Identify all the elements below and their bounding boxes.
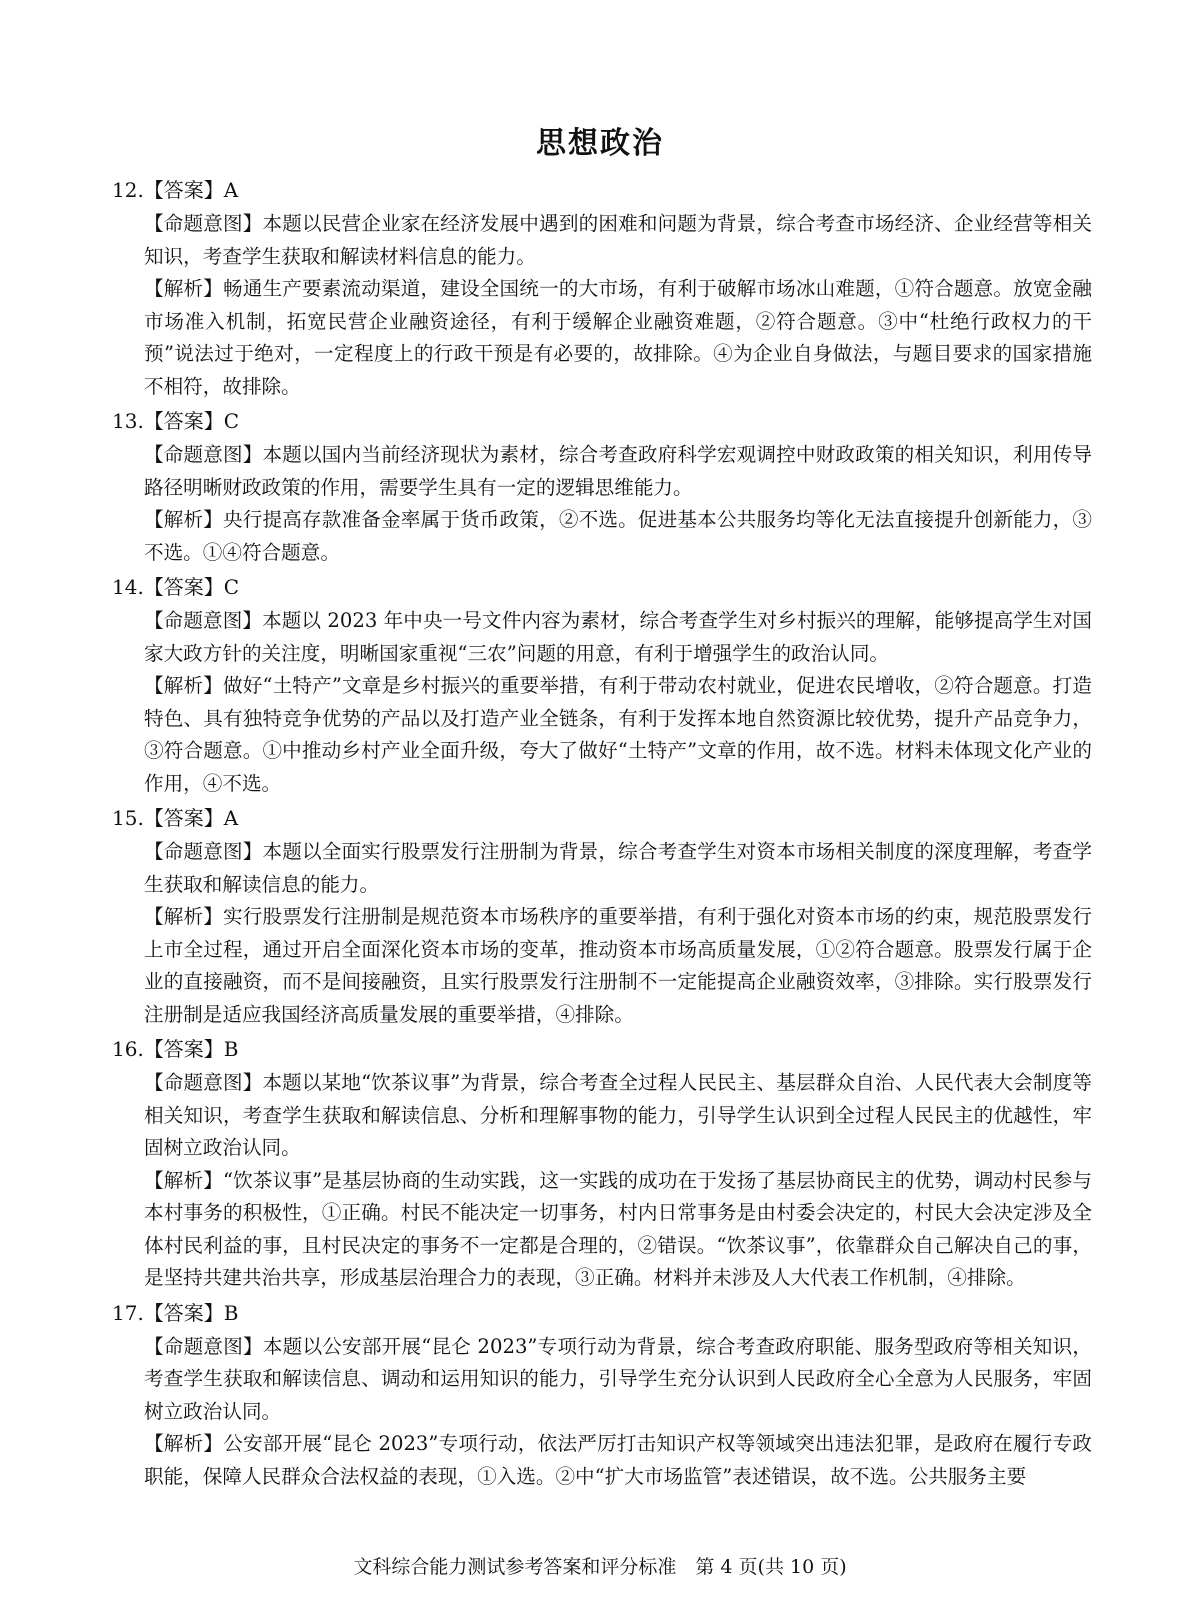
answer-line: 15.【答案】A — [112, 806, 239, 830]
question-16 — [112, 1031, 1092, 1295]
page-footer: 文科综合能力测试参考答案和评分标准 第 4 页(共 10 页) — [353, 1556, 847, 1578]
analysis-paragraph: 【解析】公安部开展“昆仑 2023”专项行动，依法严厉打击知识产权等领域突出违法犯罪，是政府在履行专政职能，保障人民群众合法权益的表现，①入选。②中“扩大市场监管”表述错误，故不选。公共服务主要 — [144, 1432, 1092, 1488]
answer-line: 14.【答案】C — [112, 575, 240, 599]
intent-paragraph: 【命题意图】本题以民营企业家在经济发展中遇到的困难和问题为背景，综合考查市场经济、企业经营等相关知识，考查学生获取和解读材料信息的能力。 — [144, 212, 1092, 268]
intent-paragraph: 【命题意图】本题以国内当前经济现状为素材，综合考查政府科学宏观调控中财政政策的相关知识，利用传导路径明晰财政政策的作用，需要学生具有一定的逻辑思维能力。 — [144, 443, 1092, 499]
analysis-paragraph: 【解析】央行提高存款准备金率属于货币政策，②不选。促进基本公共服务均等化无法直接提升创新能力，③不选。①④符合题意。 — [144, 508, 1092, 564]
intent-paragraph: 【命题意图】本题以 2023 年中央一号文件内容为素材，综合考查学生对乡村振兴的理解，能够提高学生对国家大政方针的关注度，明晰国家重视“三农”问题的用意，有利于增强学生的政治认同。 — [144, 609, 1092, 665]
analysis-paragraph: 【解析】做好“土特产”文章是乡村振兴的重要举措，有利于带动农村就业，促进农民增收，②符合题意。打造特色、具有独特竞争优势的产品以及打造产业全链条，有利于发挥本地自然资源比较优势，提升产品竞争力，③符合题意。①中推动乡村产业全面升级，夸大了做好“土特产”文章的作用，故不选。材料未体现文化产业的作用，④不选。 — [144, 674, 1092, 795]
intent-paragraph: 【命题意图】本题以公安部开展“昆仑 2023”专项行动为背景，综合考查政府职能、服务型政府等相关知识，考查学生获取和解读信息、调动和运用知识的能力，引导学生充分认识到人民政府全心全意为人民服务，牢固树立政治认同。 — [144, 1334, 1092, 1423]
question-13 — [112, 403, 1092, 569]
answer-line: 12.【答案】A — [112, 178, 239, 202]
question-12 — [112, 172, 1092, 403]
intent-paragraph: 【命题意图】本题以全面实行股票发行注册制为背景，综合考查学生对资本市场相关制度的深度理解，考查学生获取和解读信息的能力。 — [144, 840, 1092, 896]
analysis-paragraph: 【解析】实行股票发行注册制是规范资本市场秩序的重要举措，有利于强化对资本市场的约束，规范股票发行上市全过程，通过开启全面深化资本市场的变革，推动资本市场高质量发展，①②符合题意。股票发行属于企业的直接融资，而不是间接融资，且实行股票发行注册制不一定能提高企业融资效率，③排除。实行股票发行注册制是适应我国经济高质量发展的重要举措，④排除。 — [144, 905, 1092, 1026]
answer-line: 17.【答案】B — [112, 1300, 239, 1325]
intent-paragraph: 【命题意图】本题以某地“饮茶议事”为背景，综合考查全过程人民民主、基层群众自治、人民代表大会制度等相关知识，考查学生获取和解读信息、分析和理解事物的能力，引导学生认识到全过程人民民主的优越性，牢固树立政治认同。 — [144, 1071, 1092, 1159]
answer-content — [112, 172, 1092, 1493]
answer-line: 16.【答案】B — [112, 1037, 239, 1061]
analysis-paragraph: 【解析】“饮茶议事”是基层协商的生动实践，这一实践的成功在于发扬了基层协商民主的优势，调动村民参与本村事务的积极性，①正确。村民不能决定一切事务，村内日常事务是由村委会决定的，村民大会决定涉及全体村民利益的事，且村民决定的事务不一定都是合理的，②错误。“饮茶议事”，依靠群众自己解决自己的事，是坚持共建共治共享，形成基层治理合力的表现，③正确。材料并未涉及人大代表工作机制，④排除。 — [144, 1168, 1092, 1289]
answer-line: 13.【答案】C — [112, 409, 240, 433]
question-15 — [112, 800, 1092, 1031]
question-17 — [112, 1295, 1092, 1494]
question-14 — [112, 569, 1092, 800]
page-title: 思想政治 — [536, 126, 664, 161]
analysis-paragraph: 【解析】畅通生产要素流动渠道，建设全国统一的大市场，有利于破解市场冰山难题，①符合题意。放宽金融市场准入机制，拓宽民营企业融资途径，有利于缓解企业融资难题，②符合题意。③中“杜绝行政权力的干预”说法过于绝对，一定程度上的行政干预是有必要的，故排除。④为企业自身做法，与题目要求的国家措施不相符，故排除。 — [144, 277, 1092, 398]
